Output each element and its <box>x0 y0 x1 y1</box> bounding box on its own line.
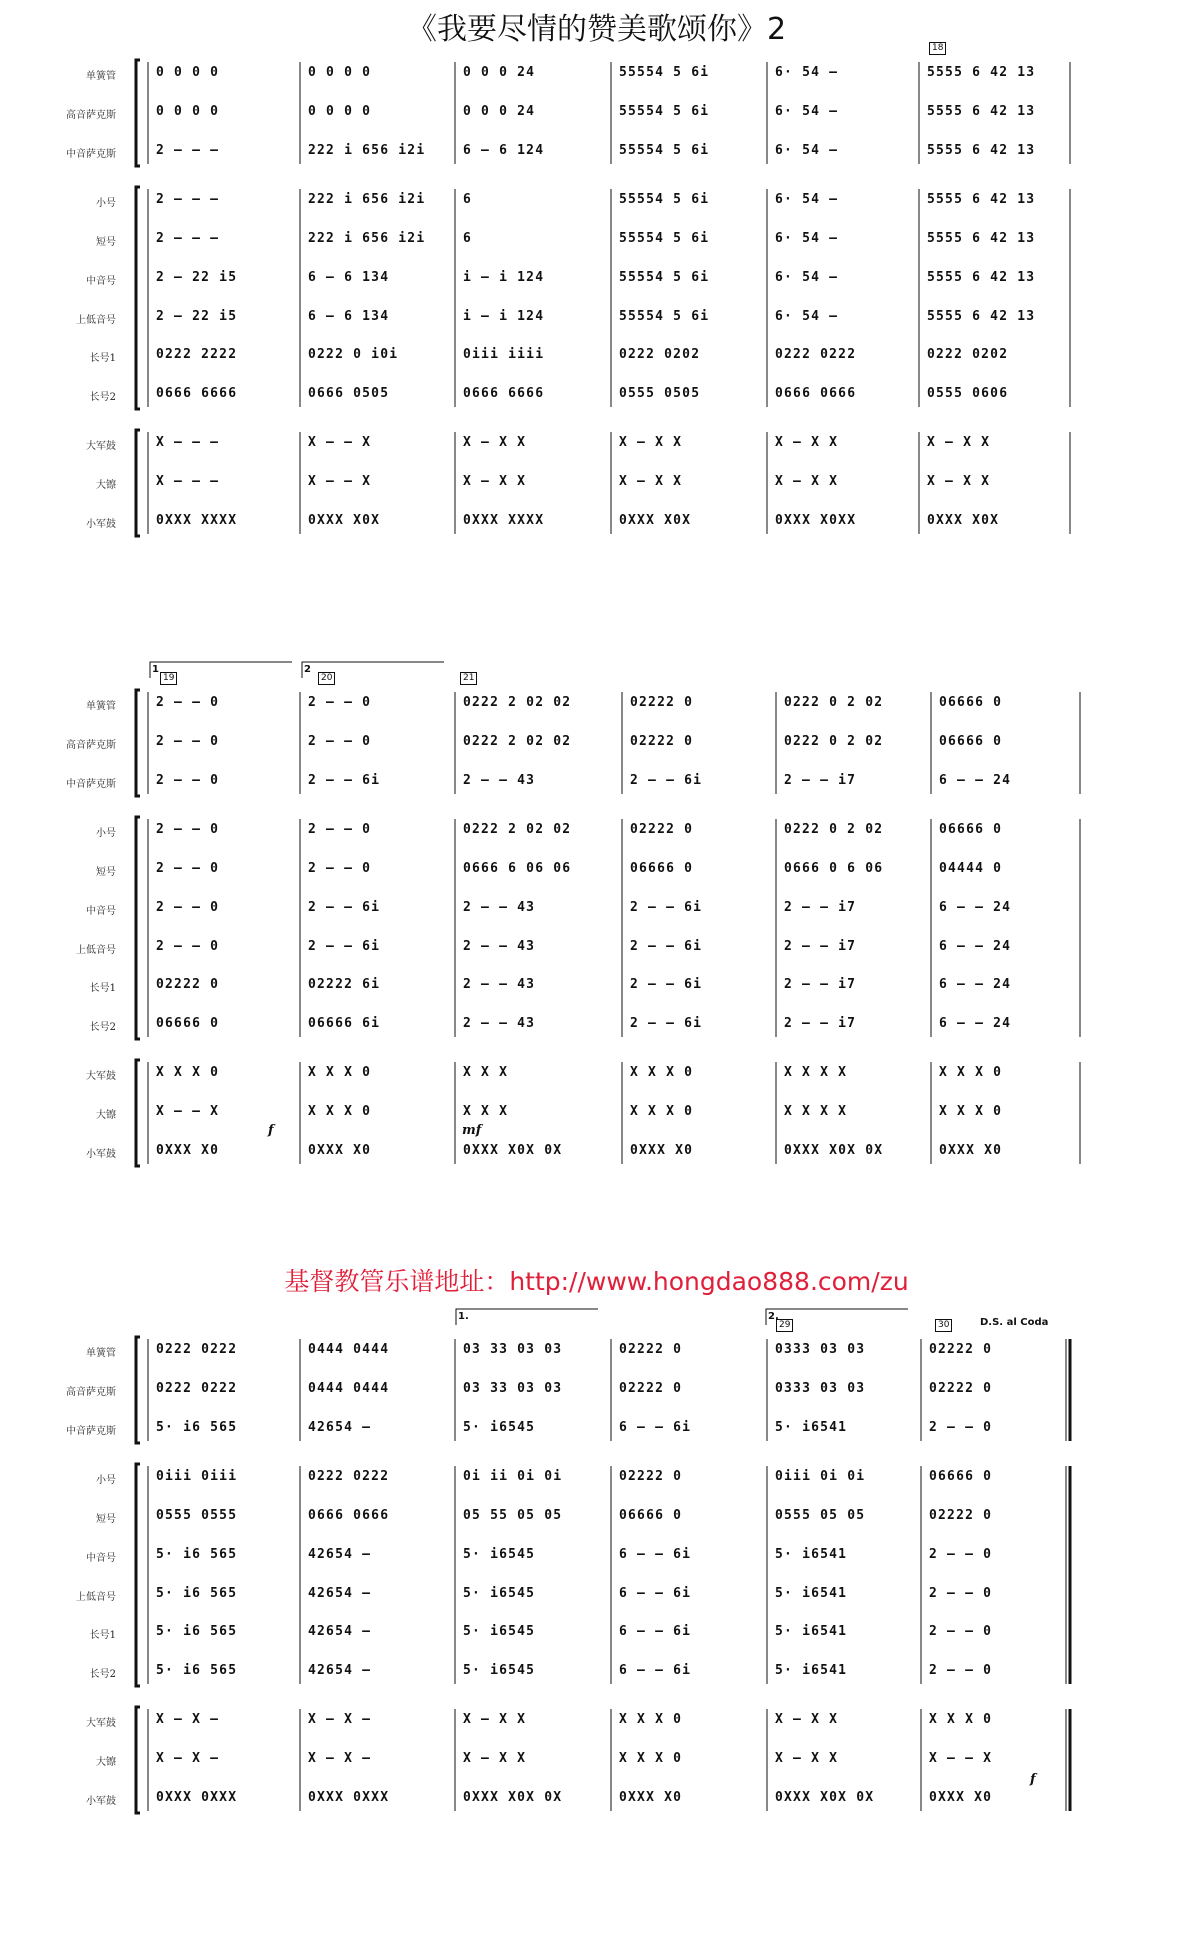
measure-notation: 0XXX X0XX <box>775 513 857 528</box>
measure-notation: 0222 0 2 02 <box>784 822 884 837</box>
measure-notation: 0444 0444 <box>308 1342 390 1357</box>
measure-notation: 2 – – 6i <box>308 773 381 788</box>
measure-notation: X — – – <box>156 435 220 450</box>
instrument-label: 高音萨克斯 <box>66 110 116 121</box>
measure-notation: 0XXX X0X <box>927 513 1000 528</box>
measure-notation: 2 – – 0 <box>156 939 220 954</box>
measure-notation: 0XXX X0 <box>156 1143 220 1158</box>
instrument-label: 长号1 <box>89 1630 116 1641</box>
measure-notation: X̃ — X X <box>927 474 991 489</box>
measure-notation: 6· 54 – <box>775 65 839 80</box>
measure-notation: 0222 2 02 02 <box>463 822 572 837</box>
volta-ending-label: 1 <box>152 664 159 675</box>
measure-notation: 0222 0222 <box>156 1381 238 1396</box>
measure-notation: 55554 5 6i <box>619 104 710 119</box>
watermark-link[interactable]: 基督教管乐谱地址：http://www.hongdao888.com/zu <box>284 1267 909 1296</box>
measure-notation: 0XXX X0X 0X <box>784 1143 884 1158</box>
group-bracket <box>136 690 140 796</box>
instrument-label: 中音萨克斯 <box>66 779 116 790</box>
measure-notation: 2 – – – <box>156 143 220 158</box>
measure-notation: 0555 0606 <box>927 386 1009 401</box>
measure-notation: 6 – 6 134 <box>308 309 390 324</box>
score-system-3 <box>0 1305 1193 1925</box>
measure-notation: 2 – – 6i <box>630 900 703 915</box>
rehearsal-mark: 21 <box>460 672 477 685</box>
instrument-label: 上低音号 <box>76 315 116 326</box>
measure-notation: 0XXX 0XXX <box>308 1790 390 1805</box>
score-system-2 <box>0 660 1193 1260</box>
measure-notation: 0XXX XXXX <box>463 513 545 528</box>
measure-notation: 5555 6 42 13 <box>927 65 1036 80</box>
measure-notation: 0iii 0i 0i <box>775 1469 866 1484</box>
measure-notation: 2 – – 0 <box>156 734 220 749</box>
instrument-label: 大军鼓 <box>86 1718 116 1729</box>
measure-notation: X X X X <box>784 1104 848 1119</box>
measure-notation: 5· i6541 <box>775 1663 848 1678</box>
measure-notation: 02222 0 <box>619 1381 683 1396</box>
measure-notation: 02222 0 <box>619 1342 683 1357</box>
measure-notation: 2 – – 0 <box>929 1547 993 1562</box>
measure-notation: 6 – – 24 <box>939 1016 1012 1031</box>
measure-notation: X X X 0 <box>156 1065 220 1080</box>
measure-notation: X X X 0 <box>308 1104 372 1119</box>
measure-notation: 6 – – 24 <box>939 900 1012 915</box>
measure-notation: 6· 54 – <box>775 104 839 119</box>
measure-notation: 0222 0 2 02 <box>784 695 884 710</box>
measure-notation: 5555 6 42 13 <box>927 143 1036 158</box>
measure-notation: 2 – – i7 <box>784 900 857 915</box>
measure-notation: 0iii 0iii <box>156 1469 238 1484</box>
measure-notation: 2 – – 0 <box>156 861 220 876</box>
measure-notation: 5555 6 42 13 <box>927 192 1036 207</box>
measure-notation: 06666 0 <box>630 861 694 876</box>
instrument-label: 大军鼓 <box>86 1071 116 1082</box>
instrument-label: 小军鼓 <box>86 1149 116 1160</box>
measure-notation: 6· 54 – <box>775 192 839 207</box>
measure-notation: 0222 0222 <box>775 347 857 362</box>
measure-notation: 5· i6545 <box>463 1624 536 1639</box>
measure-notation: 0222 0 2 02 <box>784 734 884 749</box>
measure-notation: 2 – – 6i <box>630 1016 703 1031</box>
instrument-label: 高音萨克斯 <box>66 740 116 751</box>
measure-notation: X — X X <box>775 1712 839 1727</box>
measure-notation: 2 – – 0 <box>929 1624 993 1639</box>
measure-notation: 5· i6541 <box>775 1624 848 1639</box>
group-bracket <box>136 187 140 409</box>
instrument-label: 长号2 <box>89 1669 116 1680</box>
measure-notation: 0333 03 03 <box>775 1342 866 1357</box>
measure-notation: 06666 0 <box>939 734 1003 749</box>
measure-notation: 222 i 656 i2i <box>308 192 426 207</box>
measure-notation: 5· i6545 <box>463 1586 536 1601</box>
measure-notation: 6 – – 6i <box>619 1547 692 1562</box>
measure-notation: 6 – – 6i <box>619 1420 692 1435</box>
measure-notation: 0222 2 02 02 <box>463 695 572 710</box>
measure-notation: 5· i6 565 <box>156 1586 238 1601</box>
measure-notation: 06666 0 <box>929 1469 993 1484</box>
measure-notation: 0222 0 i0i <box>308 347 399 362</box>
measure-notation: 5· i6545 <box>463 1663 536 1678</box>
measure-notation: 05 55 05 05 <box>463 1508 563 1523</box>
instrument-label: 上低音号 <box>76 945 116 956</box>
measure-notation: 5555 6 42 13 <box>927 231 1036 246</box>
rehearsal-mark: 18 <box>929 42 946 55</box>
measure-notation: 6 – – 6i <box>619 1586 692 1601</box>
measure-notation: 6 <box>463 231 473 246</box>
measure-notation: X — X X <box>463 1751 527 1766</box>
measure-notation: 5· i6 565 <box>156 1420 238 1435</box>
measure-notation: 2 – – 0 <box>929 1586 993 1601</box>
measure-notation: X X X 0 <box>619 1712 683 1727</box>
measure-notation: 2 – – i7 <box>784 977 857 992</box>
dynamic-marking: f <box>1030 1772 1036 1787</box>
measure-notation: 2 – – 6i <box>308 939 381 954</box>
instrument-label: 大军鼓 <box>86 441 116 452</box>
measure-notation: 42654 – <box>308 1663 372 1678</box>
measure-notation: 6 – 6 134 <box>308 270 390 285</box>
measure-notation: X – X – <box>308 1751 372 1766</box>
measure-notation: 5· i6541 <box>775 1586 848 1601</box>
measure-notation: 0XXX XXXX <box>156 513 238 528</box>
measure-notation: 6 – 6 124 <box>463 143 545 158</box>
measure-notation: 0222 0222 <box>308 1469 390 1484</box>
measure-notation: 222 i 656 i2i <box>308 231 426 246</box>
measure-notation: 6· 54 – <box>775 231 839 246</box>
measure-notation: 5· i6541 <box>775 1420 848 1435</box>
measure-notation: 2 – – 0 <box>156 822 220 837</box>
measure-notation: 0555 0505 <box>619 386 701 401</box>
measure-notation: 02222 0 <box>156 977 220 992</box>
measure-notation: X – X – <box>156 1751 220 1766</box>
instrument-label: 短号 <box>96 1514 116 1525</box>
dynamic-marking: mf <box>462 1123 482 1138</box>
measure-notation: 06666 0 <box>939 822 1003 837</box>
measure-notation: 0222 0202 <box>927 347 1009 362</box>
measure-notation: 2 – – 0 <box>308 695 372 710</box>
measure-notation: 2 – – 6i <box>630 977 703 992</box>
measure-notation: 5· i6545 <box>463 1547 536 1562</box>
measure-notation: 2 – – i7 <box>784 1016 857 1031</box>
measure-notation: 0666 0666 <box>308 1508 390 1523</box>
measure-notation: X X X 0 <box>630 1065 694 1080</box>
measure-notation: 0XXX X0X 0X <box>775 1790 875 1805</box>
measure-notation: 0222 2222 <box>156 347 238 362</box>
measure-notation: 6 – – 24 <box>939 977 1012 992</box>
measure-notation: 6· 54 – <box>775 270 839 285</box>
measure-notation: 2 – – i7 <box>784 939 857 954</box>
measure-notation: 02222 0 <box>619 1469 683 1484</box>
measure-notation: 0666 6 06 06 <box>463 861 572 876</box>
measure-notation: X X X 0 <box>619 1751 683 1766</box>
measure-notation: 42654 – <box>308 1420 372 1435</box>
measure-notation: X — – X <box>308 435 372 450</box>
measure-notation: X̃ X X <box>463 1104 509 1119</box>
measure-notation: 0666 0666 <box>775 386 857 401</box>
measure-notation: 5· i6545 <box>463 1420 536 1435</box>
measure-notation: X — – X̃ <box>929 1751 993 1766</box>
instrument-label: 上低音号 <box>76 1592 116 1603</box>
measure-notation: 0666 6666 <box>463 386 545 401</box>
measure-notation: X — X X <box>463 435 527 450</box>
measure-notation: X — X X <box>775 1751 839 1766</box>
instrument-label: 中音萨克斯 <box>66 1426 116 1437</box>
measure-notation: 0XXX X0X 0X <box>463 1143 563 1158</box>
instrument-label: 中音号 <box>86 1553 116 1564</box>
dynamic-marking: f <box>268 1123 274 1138</box>
group-bracket <box>136 1464 140 1686</box>
instrument-label: 小号 <box>96 198 116 209</box>
measure-notation: i – i 124 <box>463 270 545 285</box>
measure-notation: 5555 6 42 13 <box>927 270 1036 285</box>
measure-notation: 0XXX X0X <box>308 513 381 528</box>
measure-notation: 2 – – 6i <box>630 939 703 954</box>
instrument-label: 短号 <box>96 867 116 878</box>
measure-notation: X — X X <box>775 435 839 450</box>
measure-notation: 2 – – 0 <box>156 900 220 915</box>
instrument-label: 小军鼓 <box>86 1796 116 1807</box>
measure-notation: 06666 6i <box>308 1016 381 1031</box>
measure-notation: 04444 0 <box>939 861 1003 876</box>
measure-notation: 2 – – 43 <box>463 977 536 992</box>
measure-notation: 0 0 0 24 <box>463 104 536 119</box>
measure-notation: 2 – – 0 <box>308 861 372 876</box>
measure-notation: 6 – – 6i <box>619 1663 692 1678</box>
score-system-1 <box>0 40 1193 660</box>
measure-notation: 222 i 656 i2i <box>308 143 426 158</box>
measure-notation: X X X 0 <box>939 1065 1003 1080</box>
instrument-label: 小号 <box>96 828 116 839</box>
measure-notation: 2 – 22 i5 <box>156 270 238 285</box>
measure-notation: 2 – – i7 <box>784 773 857 788</box>
measure-notation: 0XXX X0 <box>308 1143 372 1158</box>
measure-notation: 02222 0 <box>630 822 694 837</box>
measure-notation: 02222 0 <box>630 695 694 710</box>
volta-bracket <box>456 1309 598 1325</box>
instrument-label: 长号1 <box>89 353 116 364</box>
measure-notation: 5555 6 42 13 <box>927 104 1036 119</box>
instrument-label: 长号2 <box>89 1022 116 1033</box>
measure-notation: 5· i6 565 <box>156 1624 238 1639</box>
measure-notation: 0222 0202 <box>619 347 701 362</box>
rehearsal-mark: 29 <box>776 1319 793 1332</box>
measure-notation: 06666 0 <box>619 1508 683 1523</box>
instrument-label: 大镲 <box>96 1110 116 1121</box>
measure-notation: X — X X <box>463 1712 527 1727</box>
instrument-label: 小军鼓 <box>86 519 116 530</box>
measure-notation: 5· i6 565 <box>156 1547 238 1562</box>
measure-notation: 06666 0 <box>939 695 1003 710</box>
measure-notation: 0555 0555 <box>156 1508 238 1523</box>
measure-notation: X – X – <box>156 1712 220 1727</box>
measure-notation: 0 0 0 0 <box>156 104 220 119</box>
measure-notation: 2 – – – <box>156 231 220 246</box>
measure-notation: 42654 – <box>308 1624 372 1639</box>
group-bracket <box>136 1060 140 1166</box>
instrument-label: 中音号 <box>86 906 116 917</box>
measure-notation: 02222 6i <box>308 977 381 992</box>
measure-notation: X̃ — X X <box>619 474 683 489</box>
measure-notation: 5· i6541 <box>775 1547 848 1562</box>
measure-notation: 55554 5 6i <box>619 270 710 285</box>
measure-notation: 0XXX X0X 0X <box>463 1790 563 1805</box>
measure-notation: 55554 5 6i <box>619 143 710 158</box>
measure-notation: 0XXX X0 <box>939 1143 1003 1158</box>
measure-notation: 02222 0 <box>630 734 694 749</box>
measure-notation: 0i ii 0i 0i <box>463 1469 563 1484</box>
page-title: 《我要尽情的赞美歌颂你》2 <box>406 12 787 47</box>
measure-notation: 5· i6 565 <box>156 1663 238 1678</box>
measure-notation: 02222 0 <box>929 1381 993 1396</box>
measure-notation: 55554 5 6i <box>619 192 710 207</box>
measure-notation: 03 33 03 03 <box>463 1381 563 1396</box>
measure-notation: X X X 0 <box>939 1104 1003 1119</box>
measure-notation: 0iii iiii <box>463 347 545 362</box>
instrument-label: 高音萨克斯 <box>66 1387 116 1398</box>
measure-notation: 0 0 0 0 <box>156 65 220 80</box>
measure-notation: X – X – <box>308 1712 372 1727</box>
measure-notation: 0XXX X0 <box>929 1790 993 1805</box>
measure-notation: 03 33 03 03 <box>463 1342 563 1357</box>
group-bracket <box>136 1707 140 1813</box>
measure-notation: 6· 54 – <box>775 309 839 324</box>
measure-notation: 6 – – 24 <box>939 939 1012 954</box>
volta-ending-label: 1. <box>458 1311 469 1322</box>
rehearsal-mark: 19 <box>160 672 177 685</box>
measure-notation: 2 – – 0 <box>929 1663 993 1678</box>
measure-notation: 0666 0505 <box>308 386 390 401</box>
measure-notation: i – i 124 <box>463 309 545 324</box>
measure-notation: 0555 05 05 <box>775 1508 866 1523</box>
measure-notation: 0222 0222 <box>156 1342 238 1357</box>
instrument-label: 长号2 <box>89 392 116 403</box>
measure-notation: 2 – – 43 <box>463 773 536 788</box>
measure-notation: 6· 54 – <box>775 143 839 158</box>
measure-notation: X — X X <box>927 435 991 450</box>
measure-notation: 0666 6666 <box>156 386 238 401</box>
instrument-label: 单簧管 <box>86 71 116 82</box>
volta-ending-label: 2. <box>768 1311 779 1322</box>
group-bracket <box>136 430 140 536</box>
measure-notation: X X X 0 <box>630 1104 694 1119</box>
measure-notation: 0333 03 03 <box>775 1381 866 1396</box>
measure-notation: 0 0 0 0 <box>308 65 372 80</box>
measure-notation: 2 – – 6i <box>630 773 703 788</box>
rehearsal-mark: 30 <box>935 1319 952 1332</box>
measure-notation: X̃ — – X̃ <box>156 1104 220 1119</box>
measure-notation: 55554 5 6i <box>619 65 710 80</box>
measure-notation: 2 – – 0 <box>308 734 372 749</box>
measure-notation: 2 – – 0 <box>308 822 372 837</box>
measure-notation: X X X <box>463 1065 509 1080</box>
measure-notation: X — X X <box>619 435 683 450</box>
instrument-label: 大镲 <box>96 1757 116 1768</box>
measure-notation: 0222 2 02 02 <box>463 734 572 749</box>
measure-notation: X̃ — – X̃ <box>308 474 372 489</box>
measure-notation: 0444 0444 <box>308 1381 390 1396</box>
measure-notation: X X X 0 <box>929 1712 993 1727</box>
measure-notation: 2 – – 0 <box>929 1420 993 1435</box>
instrument-label: 单簧管 <box>86 1348 116 1359</box>
measure-notation: 0XXX X0 <box>630 1143 694 1158</box>
measure-notation: 42654 – <box>308 1547 372 1562</box>
measure-notation: 0XXX X0 <box>619 1790 683 1805</box>
volta-ending-label: 2 <box>304 664 311 675</box>
instrument-label: 大镲 <box>96 480 116 491</box>
group-bracket <box>136 1337 140 1443</box>
ds-al-coda-mark: D.S. al Coda <box>980 1317 1049 1328</box>
measure-notation: 6 <box>463 192 473 207</box>
measure-notation: 2 – – 43 <box>463 900 536 915</box>
instrument-label: 中音号 <box>86 276 116 287</box>
measure-notation: X X X X <box>784 1065 848 1080</box>
instrument-label: 小号 <box>96 1475 116 1486</box>
measure-notation: 6 – – 24 <box>939 773 1012 788</box>
rehearsal-mark: 20 <box>318 672 335 685</box>
measure-notation: 0666 0 6 06 <box>784 861 884 876</box>
measure-notation: 55554 5 6i <box>619 309 710 324</box>
group-bracket <box>136 817 140 1039</box>
measure-notation: 55554 5 6i <box>619 231 710 246</box>
instrument-label: 单簧管 <box>86 701 116 712</box>
measure-notation: 2 – 22 i5 <box>156 309 238 324</box>
measure-notation: X̃ — – – <box>156 474 220 489</box>
measure-notation: 2 – – 6i <box>308 900 381 915</box>
measure-notation: 2 – – – <box>156 192 220 207</box>
measure-notation: 2 – – 43 <box>463 939 536 954</box>
measure-notation: 6 – – 6i <box>619 1624 692 1639</box>
measure-notation: 0 0 0 24 <box>463 65 536 80</box>
measure-notation: 0 0 0 0 <box>308 104 372 119</box>
measure-notation: 02222 0 <box>929 1508 993 1523</box>
measure-notation: 42654 – <box>308 1586 372 1601</box>
measure-notation: 2 – – 43 <box>463 1016 536 1031</box>
measure-notation: 2 – – 0 <box>156 773 220 788</box>
measure-notation: 5555 6 42 13 <box>927 309 1036 324</box>
measure-notation: 06666 0 <box>156 1016 220 1031</box>
measure-notation: X̃ — X X <box>463 474 527 489</box>
instrument-label: 短号 <box>96 237 116 248</box>
measure-notation: X X X 0 <box>308 1065 372 1080</box>
measure-notation: 02222 0 <box>929 1342 993 1357</box>
instrument-label: 长号1 <box>89 983 116 994</box>
measure-notation: 0XXX X0X <box>619 513 692 528</box>
instrument-label: 中音萨克斯 <box>66 149 116 160</box>
measure-notation: X̃ — X X <box>775 474 839 489</box>
measure-notation: 2 – – 0 <box>156 695 220 710</box>
group-bracket <box>136 60 140 166</box>
measure-notation: 0XXX 0XXX <box>156 1790 238 1805</box>
